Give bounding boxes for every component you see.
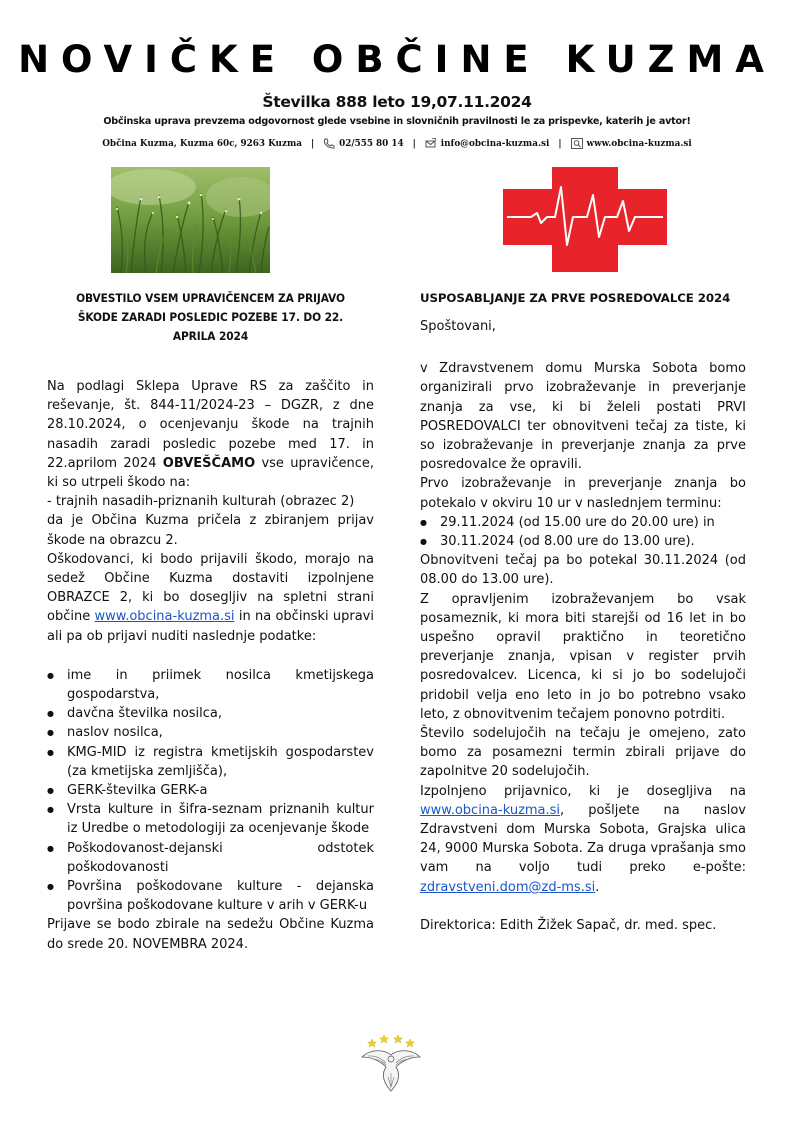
masthead: NOVIČKE OBČINE KUZMA <box>18 38 776 81</box>
disclaimer: Občinska uprava prevzema odgovornost glede vsebine in slovničnih pravilnosti le za prispevke, katerih je avtor! <box>103 116 691 127</box>
list-item: ● Poškodovanost-dejanski odstotek poškodovanosti <box>47 839 374 877</box>
left-closing: Prijave se bodo zbirale na sedežu Občine Kuzma do srede 20. NOVEMBRA 2024. <box>47 917 374 952</box>
left-paragraph-3: Oškodovanci, ki bodo prijavili škodo, morajo na sedež Občine Kuzma dostaviti izpolnjene OBRAZCE 2, ki bo dosegljiv na spletni strani občine www.obcina-kuzma.si in na občinski upravi ali pa ob prijavi nuditi naslednje podatke: <box>47 551 374 644</box>
separator: | <box>310 138 315 149</box>
list-item: ● Vrsta kulture in šifra-seznam priznanih kultur iz Uredbe o metodologiji za ocenjevanje škode <box>47 800 374 838</box>
bold-notice: OBVEŠČAMO <box>162 455 256 471</box>
list-item: ● Površina poškodovane kulture - dejanska površina poškodovane kulture v arih v GERK-u <box>47 877 374 915</box>
greeting: Spoštovani, <box>420 319 496 334</box>
list-item: ● 29.11.2024 (od 15.00 ure do 20.00 ure) in <box>420 513 746 532</box>
phone: 02/555 80 14 <box>339 138 404 149</box>
contact-bar <box>0 138 794 149</box>
right-paragraph-1: v Zdravstvenem domu Murska Sobota bomo organizirali prvo izobraževanje in preverjanje znanja za vse, ki bi želeli postati PRVI POSREDOVALCI ter obnovitveni tečaj za tiste, ki so izobraževanje in preverjanje znanja za prve posredovalce že opravili. <box>420 361 746 473</box>
left-paragraph-2: da je Občina Kuzma pričela z zbiranjem prijav škode na obrazcu 2. <box>47 513 374 548</box>
right-paragraph-6: Izpolnjeno prijavnico, ki je dosegljiva na www.obcina-kuzma.si, pošljete na naslov Zdravstveni dom Murska Sobota, Grajska ulica 24, 9000 Murska Sobota. Za druga vprašanja smo vam na voljo tudi preko e-pošte: zdravstveni.dom@zd-ms.si. <box>420 783 746 895</box>
right-paragraph-4: Z opravljenim izobraževanjem bo vsak posameznik, ki mora biti starejši od 16 let in bo uspešno opravil praktično in teoretično preverjanje znanja, vpisan v register prvih posredovalcev. Licenca, ki si jo bo sodelujoči pridobil velja eno leto in jo bo potrebno vsako leto, z obnovitvenim tečajem ponovno potrditi. <box>420 591 746 722</box>
list-item: ● ime in priimek nosilca kmetijskega gospodarstva, <box>47 666 374 704</box>
address: Občina Kuzma, Kuzma 60c, 9263 Kuzma <box>102 138 302 149</box>
left-paragraph-1: Na podlagi Sklepa Uprave RS za zaščito in reševanje, št. 844-11/2024-23 – DGZR, z dne 28.10.2024, o ocenjevanju škode na trajnih nasadih zaradi posledic pozebe med 17. in 22.aprilom 2024 OBVEŠČAMO vse upravičence, ki so utrpeli škodo na: <box>47 379 374 491</box>
list-item: ● KMG-MID iz registra kmetijskih gospodarstev (za kmetijska zemljišča), <box>47 743 374 781</box>
web-icon <box>571 138 583 149</box>
website-link[interactable]: www.obcina-kuzma.si <box>420 802 561 818</box>
right-paragraph-3: Obnovitveni tečaj pa bo potekal 30.11.2024 (od 08.00 do 13.00 ure). <box>420 553 746 588</box>
list-item: ● GERK-številka GERK-a <box>47 781 374 800</box>
list-item: ● naslov nosilca, <box>47 723 374 742</box>
issue-line: Številka 888 leto 19,07.11.2024 <box>262 93 532 111</box>
data-requirements-list <box>47 666 374 916</box>
signature: Direktorica: Edith Žižek Sapač, dr. med. spec. <box>420 917 717 933</box>
grass-photo <box>111 167 270 273</box>
phone-icon <box>323 138 335 149</box>
right-article-title: USPOSABLJANJE ZA PRVE POSREDOVALCE 2024 <box>420 291 731 305</box>
list-item: ● davčna številka nosilca, <box>47 704 374 723</box>
list-item: ● 30.11.2024 (od 8.00 ure do 13.00 ure). <box>420 532 746 551</box>
left-title-line: APRILA 2024 <box>172 329 249 343</box>
dove-emblem-icon <box>358 1033 424 1095</box>
website[interactable]: www.obcina-kuzma.si <box>586 138 692 149</box>
right-article <box>420 289 746 935</box>
right-paragraph-2: Prvo izobraževanje in preverjanje znanja bo potekalo v okviru 10 ur v naslednjem terminu: <box>420 476 746 511</box>
red-cross-ecg-icon <box>503 167 667 272</box>
left-title-line: ŠKODE ZARADI POSLEDIC POZEBE 17. DO 22. <box>77 310 344 324</box>
email[interactable]: info@obcina-kuzma.si <box>440 138 550 149</box>
left-title-line: OBVESTILO VSEM UPRAVIČENCEM ZA PRIJAVO <box>76 291 345 305</box>
mail-icon <box>425 138 437 149</box>
course-dates-list <box>420 513 746 551</box>
email-link[interactable]: zdravstveni.dom@zd-ms.si <box>420 879 596 895</box>
website-link[interactable]: www.obcina-kuzma.si <box>94 609 235 625</box>
left-dash-line: - trajnih nasadih-priznanih kulturah (obrazec 2) <box>47 494 355 510</box>
right-paragraph-5: Število sodelujočih na tečaju je omejeno, zato bomo za posamezni termin zbirali prijave do zapolnitve 20 sodelujočih. <box>420 726 746 780</box>
left-article-title <box>47 289 374 346</box>
separator: | <box>412 138 416 149</box>
left-article <box>47 289 374 954</box>
separator: | <box>558 138 562 149</box>
